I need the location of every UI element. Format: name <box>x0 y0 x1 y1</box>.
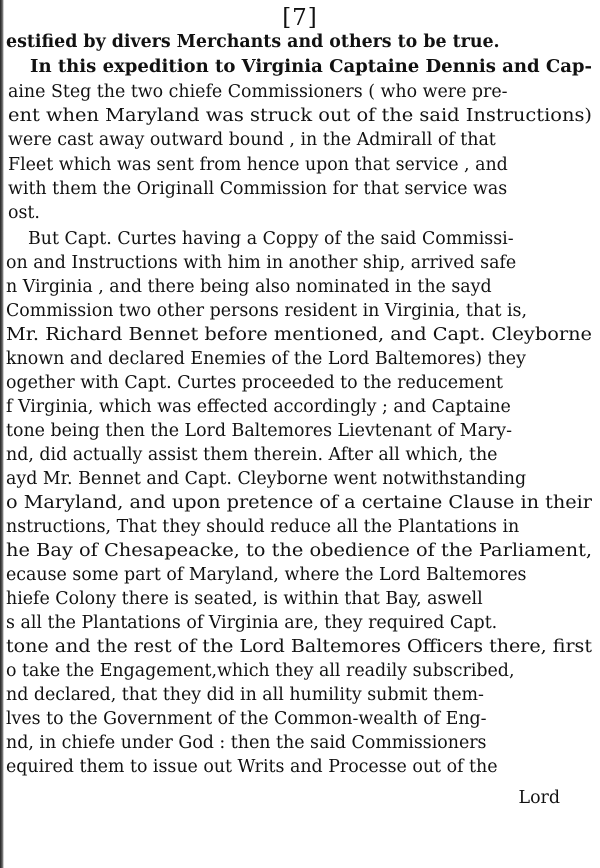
text-line: on and Instructions with him in another ship, arrived safe <box>6 253 517 273</box>
text-line: ayd Mr. Bennet and Capt. Cleyborne went notwithstanding <box>6 469 527 489</box>
text-line: were cast away outward bound , in the Admirall of that <box>8 130 496 150</box>
text-line: ent when Maryland was struck out of the said Instructions) <box>8 106 592 126</box>
text-line: nstructions, That they should reduce all the Plantations in <box>6 517 520 537</box>
text-line: Fleet which was sent from hence upon that service , and <box>8 155 508 175</box>
text-line: But Capt. Curtes having a Coppy of the said Commissi- <box>28 229 514 249</box>
text-line: lves to the Government of the Common-wealth of Eng- <box>6 709 487 729</box>
text-line: tone being then the Lord Baltemores Lievtenant of Mary- <box>6 421 512 441</box>
text-line: o Maryland, and upon pretence of a certaine Clause in their <box>6 493 593 513</box>
text-line: nd declared, that they did in all humility submit them- <box>6 685 484 705</box>
text-line: ogether with Capt. Curtes proceeded to the reducement <box>6 373 504 393</box>
text-line: Commission two other persons resident in Virginia, that is, <box>6 301 527 321</box>
text-line: In this expedition to Virginia Captaine Dennis and Cap- <box>30 57 593 77</box>
text-line: o take the Engagement,which they all readily subscribed, <box>6 661 515 681</box>
scan-binding-edge <box>0 0 4 868</box>
text-line: Mr. Richard Bennet before mentioned, and Capt. Cleyborne <box>6 325 592 345</box>
text-line: f Virginia, which was effected accordingly ; and Captaine <box>6 397 511 417</box>
text-line: n Virginia , and there being also nominated in the sayd <box>6 277 492 297</box>
text-line: tone and the rest of the Lord Baltemores Officers there, first <box>6 637 592 657</box>
text-line: equired them to issue out Writs and Processe out of the <box>6 757 498 777</box>
text-line: s all the Plantations of Virginia are, they required Capt. <box>6 613 498 633</box>
text-line: nd, in chiefe under God : then the said Commissioners <box>6 733 487 753</box>
text-line: estified by divers Merchants and others to be true. <box>6 32 500 52</box>
text-line: hiefe Colony there is seated, is within that Bay, aswell <box>6 589 483 609</box>
text-line: ecause some part of Maryland, where the Lord Baltemores <box>6 565 527 585</box>
text-line: aine Steg the two chiefe Commissioners ( who were pre- <box>8 82 508 102</box>
text-line: he Bay of Chesapeacke, to the obedience of the Parliament, <box>6 541 593 561</box>
text-line: known and declared Enemies of the Lord Baltemores) they <box>6 349 526 369</box>
text-line: with them the Originall Commission for that service was <box>8 179 508 199</box>
page-number: [7] <box>282 5 318 31</box>
catchword: Lord <box>518 788 560 808</box>
text-line: nd, did actually assist them therein. After all which, the <box>6 445 498 465</box>
text-line: ost. <box>8 203 40 223</box>
